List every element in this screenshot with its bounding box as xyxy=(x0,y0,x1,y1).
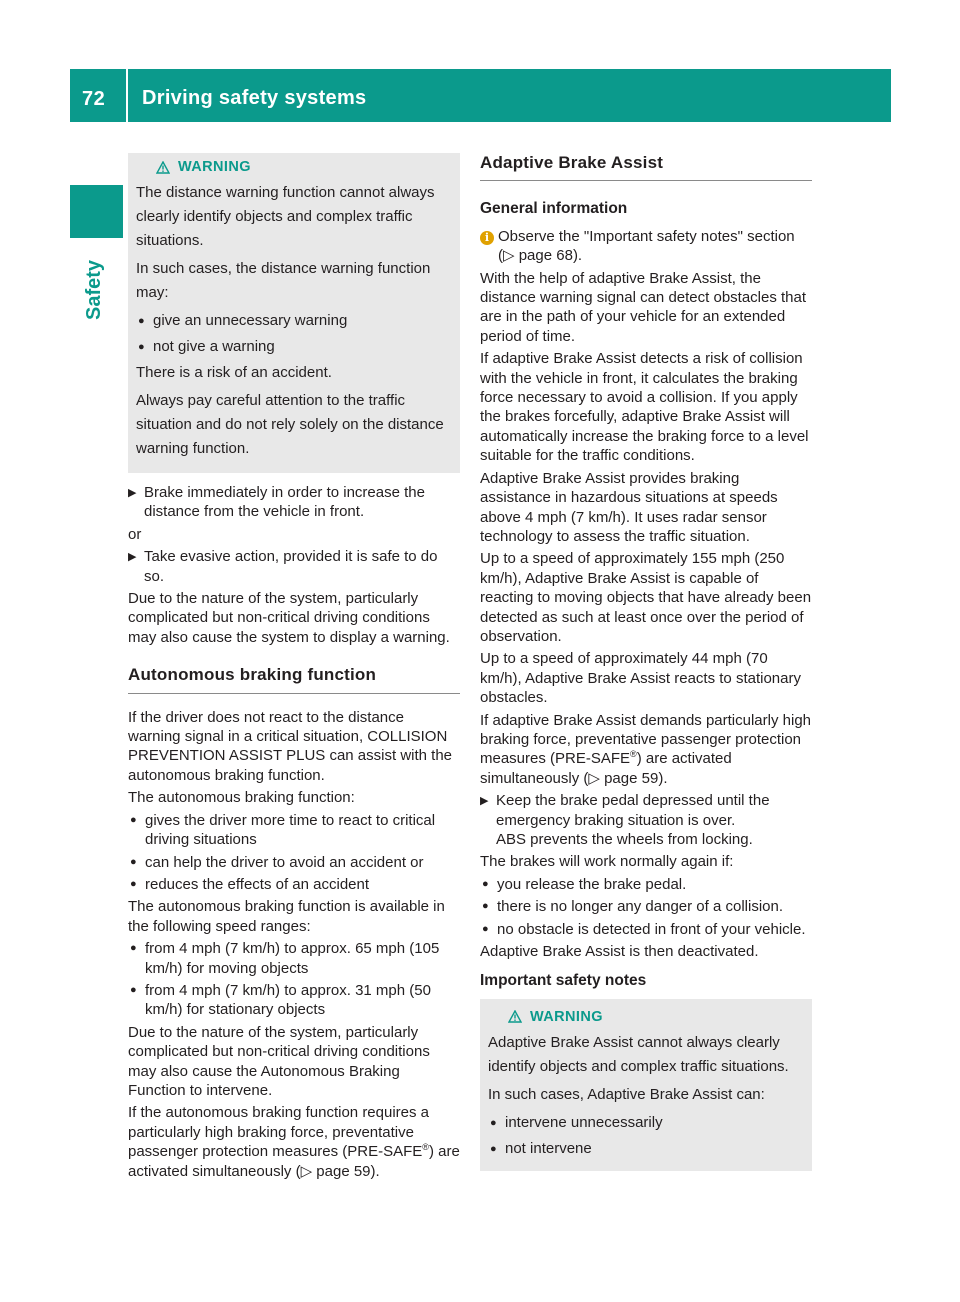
header-divider xyxy=(126,69,128,122)
warning-text: The distance warning function cannot always clearly identify objects and complex traffic situations. xyxy=(136,184,435,249)
body-text: Up to a speed of approximately 155 mph (250 km/h), Adaptive Brake Assist is capable of reacting to moving objects that have already been detected as such at least once over the period of observation. xyxy=(480,550,812,645)
section-heading: Autonomous braking function xyxy=(128,665,460,693)
page-reference-link[interactable]: page 68 xyxy=(518,247,573,265)
info-icon: i xyxy=(480,231,494,245)
body-text: Adaptive Brake Assist is then deactivated. xyxy=(480,943,759,961)
page-number: 72 xyxy=(82,88,106,110)
page-reference-link[interactable]: page 59 xyxy=(604,769,659,787)
subsection-heading: General information xyxy=(480,200,628,218)
list-item: ● not give a warning xyxy=(136,335,450,359)
body-text: The autonomous braking function: xyxy=(128,789,355,807)
page-ref-arrow-icon: ▷ xyxy=(503,247,519,265)
bullet-icon: ● xyxy=(138,341,145,353)
list-item: ● from 4 mph (7 km/h) to approx. 65 mph (105 km/h) for moving objects xyxy=(130,940,440,977)
section-heading: Adaptive Brake Assist xyxy=(480,153,812,181)
warning-title-text: WARNING xyxy=(530,1008,603,1025)
instruction-step: ▶ Take evasive action, provided it is safe to do so. xyxy=(128,548,438,585)
list-item: ● you release the brake pedal. xyxy=(482,875,687,893)
list-item: ● intervene unnecessarily xyxy=(488,1111,802,1135)
warning-box xyxy=(480,999,812,1171)
bullet-icon: ● xyxy=(482,922,489,935)
bullet-icon: ● xyxy=(130,813,137,826)
warning-text: In such cases, Adaptive Brake Assist can: xyxy=(488,1085,765,1103)
sidebar-marker xyxy=(70,185,123,238)
bullet-icon: ● xyxy=(490,1116,497,1129)
list-item: ● from 4 mph (7 km/h) to approx. 31 mph (50 km/h) for stationary objects xyxy=(130,981,431,1019)
body-text: Due to the nature of the system, particularly complicated but non-critical driving conditions may also cause the Autonomous Braking Function to intervene. xyxy=(128,1023,430,1099)
warning-title xyxy=(156,157,450,177)
arrow-step-icon: ▶ xyxy=(128,487,137,499)
sidebar-section-label: Safety xyxy=(83,259,105,320)
arrow-step-icon: ▶ xyxy=(480,795,489,808)
bullet-icon: ● xyxy=(482,900,489,913)
right-column xyxy=(480,153,812,1181)
body-text: Due to the nature of the system, particularly complicated but non-critical driving conditions may also cause the system to display a warning. xyxy=(128,590,450,646)
page-ref-arrow-icon: ▷ xyxy=(300,1162,317,1180)
bullet-icon: ● xyxy=(130,855,137,868)
list-item: ● reduces the effects of an accident xyxy=(130,875,370,893)
instruction-step: ▶ Brake immediately in order to increase the distance from the vehicle in front. xyxy=(128,484,425,521)
warning-text: In such cases, the distance warning function may: xyxy=(136,260,431,301)
left-column xyxy=(128,153,460,1184)
info-note: i Observe the "Important safety notes" section (▷ page 68). xyxy=(480,227,812,266)
body-text: The brakes will work normally again if: xyxy=(480,853,734,871)
body-text: If the driver does not react to the distance warning signal in a critical situation, COLLISION PREVENTION ASSIST PLUS can assist with the autonomous braking function. xyxy=(128,708,453,784)
warning-box xyxy=(128,153,460,473)
bullet-icon: ● xyxy=(490,1142,497,1155)
list-item: ● give an unnecessary warning xyxy=(136,309,450,333)
warning-title-text: WARNING xyxy=(178,159,251,175)
warning-triangle-icon xyxy=(508,1010,522,1023)
body-text: or xyxy=(128,525,142,543)
body-text: Adaptive Brake Assist provides braking assistance in hazardous situations at speeds above 4 mph (7 km/h). It uses radar sensor technology to assess the traffic situation. xyxy=(480,469,778,545)
body-text: If adaptive Brake Assist demands particularly high braking force, preventative passenger protection measures (PRE-SAFE®) are activated simultaneously (▷ page 59). xyxy=(480,711,812,787)
body-text: The autonomous braking function is available in the following speed ranges: xyxy=(128,898,445,935)
bullet-icon: ● xyxy=(482,877,489,890)
bullet-icon: ● xyxy=(130,877,137,890)
page-title: Driving safety systems xyxy=(142,87,367,109)
warning-title xyxy=(508,1007,802,1027)
list-item: ● no obstacle is detected in front of your vehicle. xyxy=(482,920,806,938)
bullet-icon: ● xyxy=(130,942,137,955)
body-text: Up to a speed of approximately 44 mph (70 km/h), Adaptive Brake Assist reacts to stationary obstacles. xyxy=(480,650,801,707)
body-text: If adaptive Brake Assist detects a risk of collision with the vehicle in front, it calculates the braking force necessary to avoid a collision. If you apply the brakes forcefully, adaptive Brake Assist will automatically increase the braking force to a level suitable for the traffic conditions. xyxy=(480,350,809,465)
list-item: ● there is no longer any danger of a collision. xyxy=(482,898,784,916)
warning-text: Adaptive Brake Assist cannot always clearly identify objects and complex traffic situations. xyxy=(488,1033,789,1075)
body-text: If the autonomous braking function requires a particularly high braking force, preventative passenger protection measures (PRE-SAFE®) are activated simultaneously (▷ page 59). xyxy=(128,1104,460,1180)
instruction-step: ▶ Keep the brake pedal depressed until the emergency braking situation is over. ABS prevents the wheels from locking. xyxy=(480,792,770,848)
warning-text: There is a risk of an accident. xyxy=(136,364,332,381)
subsection-heading: Important safety notes xyxy=(480,972,647,990)
bullet-icon: ● xyxy=(130,983,137,996)
warning-triangle-icon xyxy=(156,161,170,174)
body-text: With the help of adaptive Brake Assist, the distance warning signal can detect obstacles that are in the path of your vehicle for an extended period of time. xyxy=(480,269,807,345)
page-reference-link[interactable]: page 59 xyxy=(316,1162,371,1180)
list-item: ● gives the driver more time to react to critical driving situations xyxy=(130,811,436,849)
list-item: ● not intervene xyxy=(488,1137,802,1161)
bullet-icon: ● xyxy=(138,315,145,327)
arrow-step-icon: ▶ xyxy=(128,551,137,564)
page-ref-arrow-icon: ▷ xyxy=(588,769,605,787)
warning-text: Always pay careful attention to the traffic situation and do not rely solely on the distance warning function. xyxy=(136,392,444,457)
list-item: ● can help the driver to avoid an accident or xyxy=(130,853,424,871)
